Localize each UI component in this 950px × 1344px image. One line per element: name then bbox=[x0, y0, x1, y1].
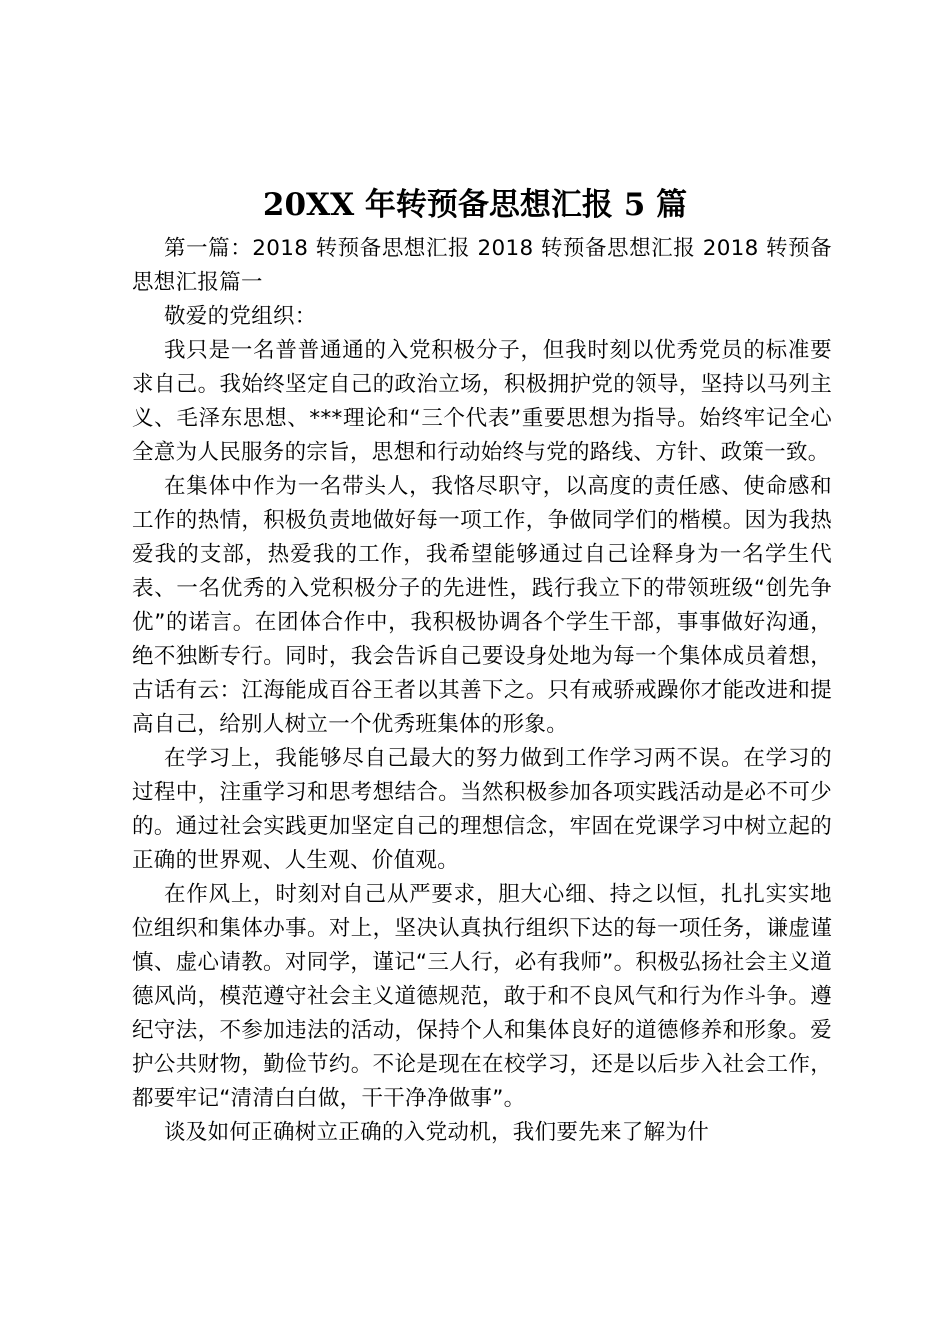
paragraph-section-heading: 第一篇：2018 转预备思想汇报 2018 转预备思想汇报 2018 转预备思想汇报篇一 bbox=[132, 236, 832, 295]
paragraph-body: 在集体中作为一名带头人，我恪尽职守，以高度的责任感、使命感和工作的热情，积极负责地做好每一项工作，争做同学们的楷模。因为我热爱我的支部，热爱我的工作，我希望能够通过自己诠释身为一名学生代表、一名优秀的入党积极分子的先进性，践行我立下的带领班级“创先争优”的诺言。在团体合作中，我积极协调各个学生干部，事事做好沟通，绝不独断专行。同时，我会告诉自己要设身处地为每一个集体成员着想，古话有云：江海能成百谷王者以其善下之。只有戒骄戒躁你才能改进和提高自己，给别人树立一个优秀班集体的形象。 bbox=[132, 474, 832, 737]
paragraph-body: 在作风上，时刻对自己从严要求，胆大心细、持之以恒，扎扎实实地位组织和集体办事。对上，坚决认真执行组织下达的每一项任务，谦虚谨慎、虚心请教。对同学，谨记“三人行，必有我师”。积极弘扬社会主义道德风尚，模范遵守社会主义道德规范，敢于和不良风气和行为作斗争。遵纪守法，不参加违法的活动，保持个人和集体良好的道德修养和形象。爱护公共财物，勤俭节约。不论是现在在校学习，还是以后步入社会工作，都要牢记“清清白白做，干干净净做事”。 bbox=[132, 882, 832, 1111]
paragraph-salutation: 敬爱的党组织： bbox=[164, 304, 317, 329]
paragraph-body: 谈及如何正确树立正确的入党动机，我们要先来了解为什 bbox=[164, 1120, 710, 1145]
paragraph-body: 在学习上，我能够尽自己最大的努力做到工作学习两不误。在学习的过程中，注重学习和思考想结合。当然积极参加各项实践活动是必不可少的。通过社会实践更加坚定自己的理想信念，牢固在党课学习中树立起的正确的世界观、人生观、价值观。 bbox=[132, 746, 832, 873]
document-body bbox=[132, 232, 832, 1150]
paragraph-body: 我只是一名普普通通的入党积极分子，但我时刻以优秀党员的标准要求自己。我始终坚定自己的政治立场，积极拥护党的领导，坚持以马列主义、毛泽东思想、***理论和“三个代表”重要思想为指导。始终牢记全心全意为人民服务的宗旨，思想和行动始终与党的路线、方针、政策一致。 bbox=[132, 338, 832, 465]
document-title: 20XX 年转预备思想汇报 5 篇 bbox=[262, 187, 688, 223]
